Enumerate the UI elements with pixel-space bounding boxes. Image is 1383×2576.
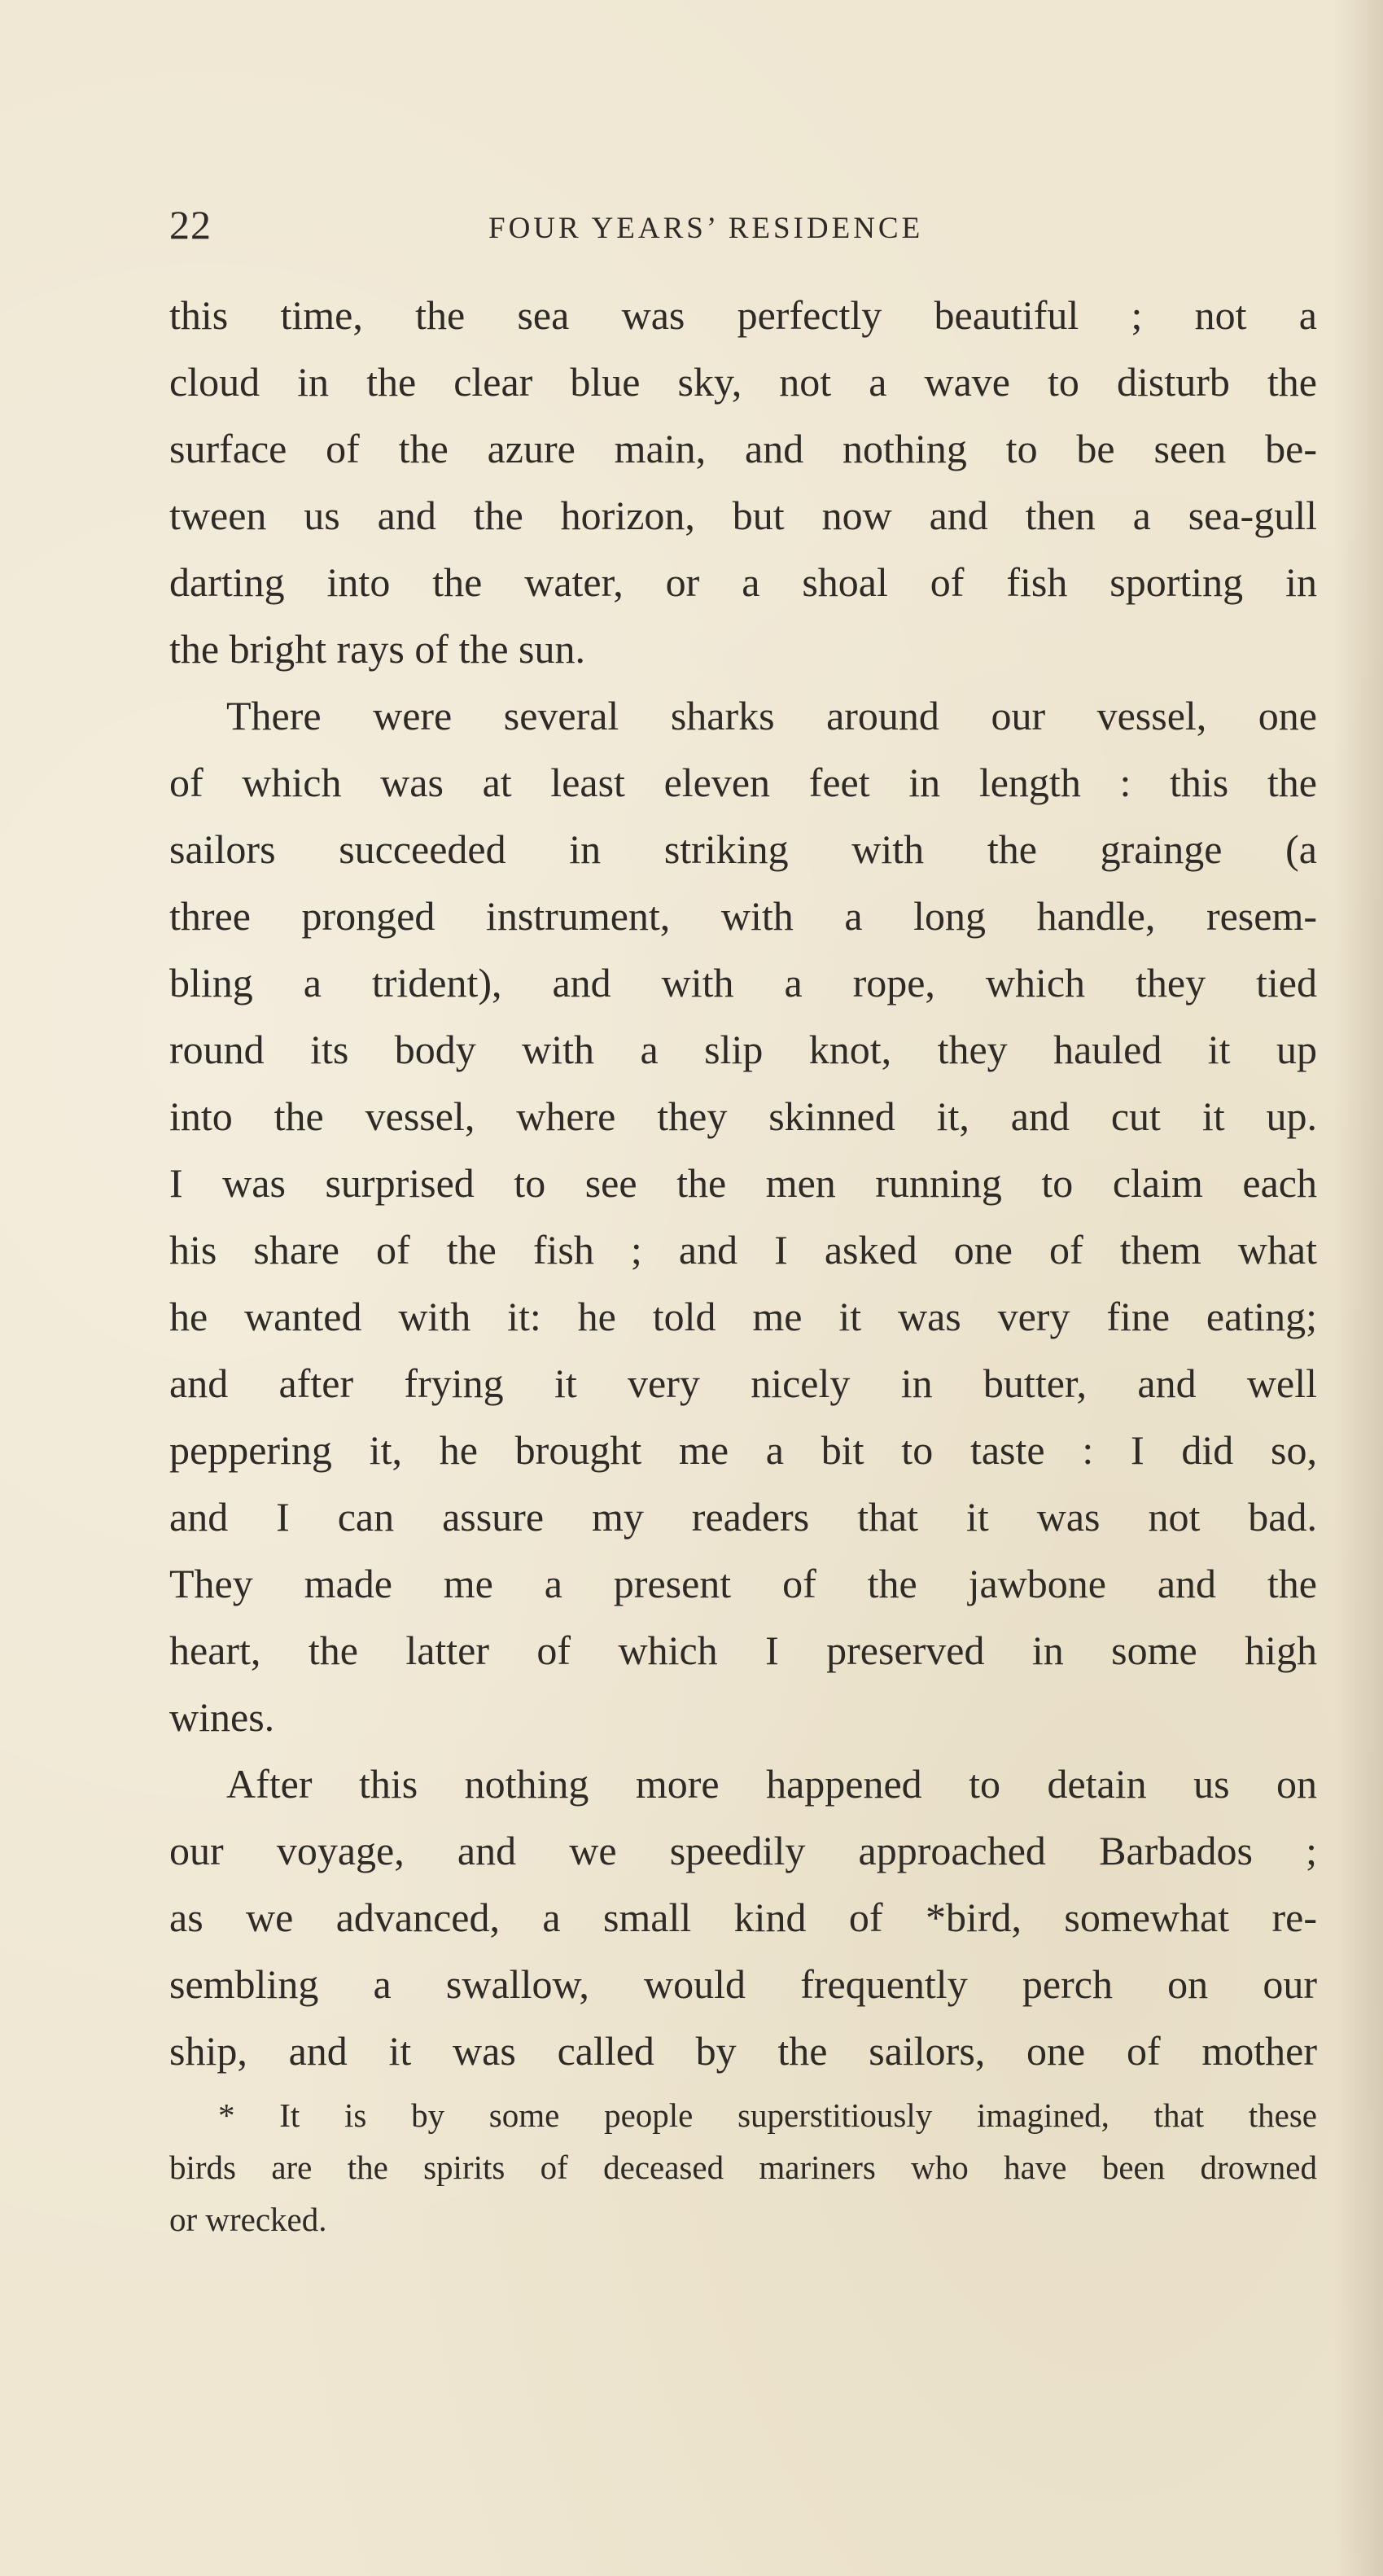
page-number: 22 [169, 202, 212, 248]
footnote-line: * It is by some people superstitiously imagined, that these [218, 2096, 1317, 2134]
text-line: sembling a swallow, would frequently perch on our [169, 1961, 1317, 2007]
text-line: and I can assure my readers that it was not bad. [169, 1494, 1317, 1540]
text-line: our voyage, and we speedily approached Barbados ; [169, 1828, 1317, 1873]
text-line: he wanted with it: he told me it was very fine eating; [169, 1294, 1317, 1339]
text-line: round its body with a slip knot, they hauled it up [169, 1027, 1317, 1072]
text-line: I was surprised to see the men running to claim each [169, 1160, 1317, 1206]
text-line: the bright rays of the sun. [169, 626, 586, 672]
footnote-line: birds are the spirits of deceased mariners who have been drowned [169, 2149, 1317, 2186]
text-line: They made me a present of the jawbone and the [169, 1561, 1317, 1606]
text-line: this time, the sea was perfectly beautiful ; not a [169, 292, 1317, 338]
text-line: bling a trident), and with a rope, which they tied [169, 960, 1317, 1005]
text-line: There were several sharks around our vessel, one [226, 693, 1317, 738]
text-line: his share of the fish ; and I asked one of them what [169, 1227, 1317, 1273]
running-title: FOUR YEARS’ RESIDENCE [488, 212, 924, 245]
running-head [169, 200, 1309, 257]
text-line: and after frying it very nicely in butter, and well [169, 1360, 1317, 1406]
text-line: cloud in the clear blue sky, not a wave to disturb the [169, 359, 1317, 405]
footnote-line: or wrecked. [169, 2201, 327, 2238]
text-line: into the vessel, where they skinned it, and cut it up. [169, 1093, 1317, 1139]
text-line: After this nothing more happened to detain us on [226, 1761, 1317, 1807]
text-line: wines. [169, 1694, 275, 1740]
text-line: darting into the water, or a shoal of fish sporting in [169, 559, 1317, 605]
text-line: ship, and it was called by the sailors, one of mother [169, 2028, 1317, 2074]
footnote [169, 2089, 1317, 2245]
text-line: sailors succeeded in striking with the grainge (a [169, 826, 1317, 872]
text-line: of which was at least eleven feet in length : this the [169, 760, 1317, 805]
body-text [169, 282, 1317, 2084]
text-line: tween us and the horizon, but now and then a sea-gull [169, 493, 1317, 538]
text-line: peppering it, he brought me a bit to taste : I did so, [169, 1427, 1317, 1473]
gutter-shadow [1334, 0, 1383, 2576]
text-line: surface of the azure main, and nothing to be seen be- [169, 426, 1317, 471]
text-line: heart, the latter of which I preserved in some high [169, 1628, 1317, 1673]
text-line: as we advanced, a small kind of *bird, somewhat re- [169, 1895, 1317, 1940]
text-line: three pronged instrument, with a long handle, resem- [169, 893, 1317, 939]
